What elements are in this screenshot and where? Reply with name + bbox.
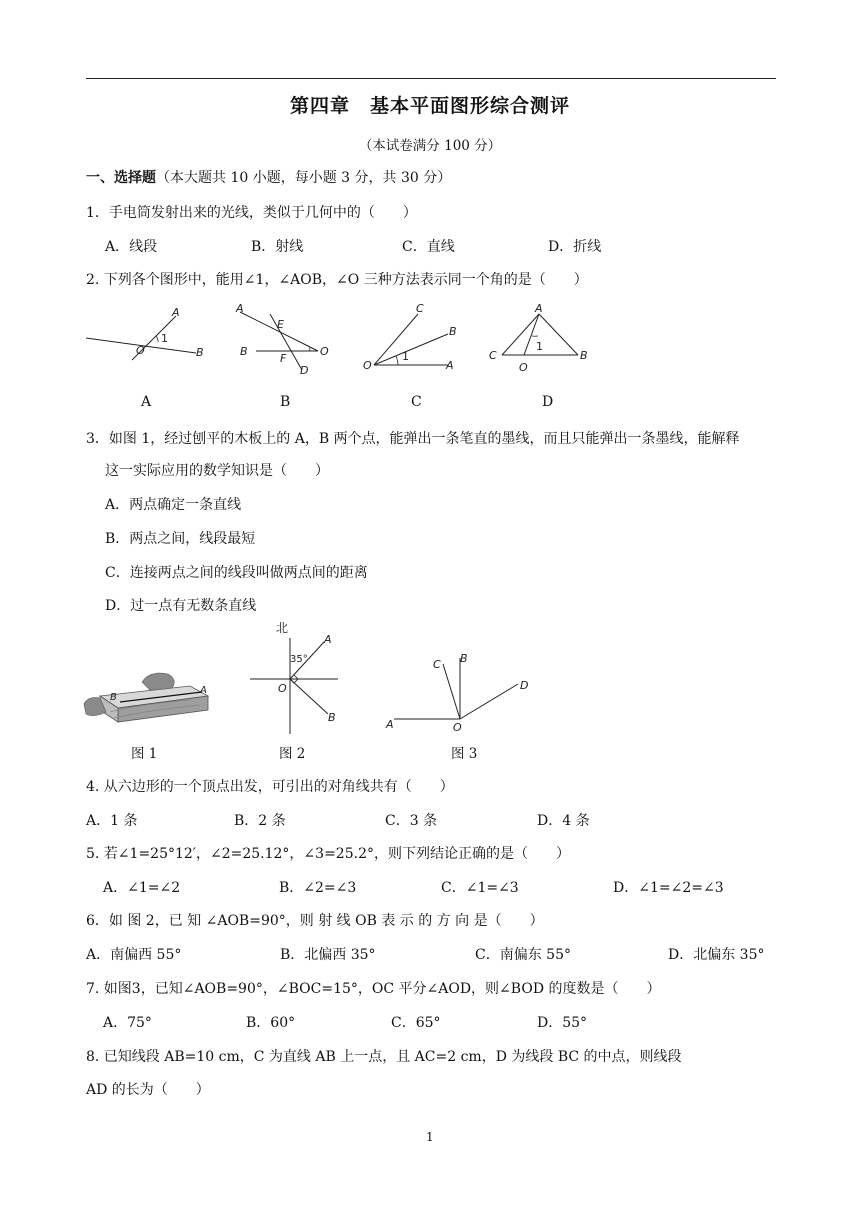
question-1-stem: 1．手电筒发射出来的光线，类似于几何中的（ ） [86, 205, 417, 221]
fig2-label-north: 北 [276, 621, 289, 635]
q4-option-d: D．4 条 [537, 813, 590, 829]
fig-b-label-b: B [240, 345, 248, 358]
q2-label-d: D [542, 394, 554, 410]
question-8-stem-line1: 8. 已知线段 AB=10 cm，C 为直线 AB 上一点，且 AC=2 cm，D 为线段 BC 的中点，则线段 [86, 1049, 682, 1065]
q4-option-b: B．2 条 [234, 813, 286, 829]
fig-a-label-o: O [136, 344, 145, 357]
fig-a-label-a: A [172, 306, 180, 319]
q5-option-d: D．∠1=∠2=∠3 [613, 880, 724, 896]
page-number: 1 [426, 1130, 434, 1144]
fig2-label-a: A [324, 633, 332, 646]
q4-option-c: C．3 条 [385, 813, 438, 829]
question-4-stem: 4. 从六边形的一个顶点出发，可引出的对角线共有（ ） [86, 779, 454, 795]
question-6-stem: 6．如 图 2，已 知 ∠AOB=90°，则 射 线 OB 表 示 的 方 向 是（ ） [86, 913, 544, 929]
q1-option-d: D．折线 [548, 239, 602, 255]
fig-c-label-1: 1 [402, 350, 409, 363]
question-2-stem: 2. 下列各个图形中，能用∠1，∠AOB，∠O 三种方法表示同一个角的是（ ） [86, 272, 588, 288]
fig-c-label-a: A [446, 359, 454, 372]
q5-option-a: A．∠1=∠2 [103, 880, 181, 896]
q2-figure-a [84, 302, 214, 372]
fig-c-label-c: C [416, 302, 424, 315]
q4-option-a: A．1 条 [86, 813, 138, 829]
figure-3-angles [380, 648, 540, 738]
section-heading [86, 167, 451, 187]
q6-option-a: A．南偏西 55° [86, 947, 182, 963]
fig-c-label-o: O [363, 359, 372, 372]
fig3-label-d: D [520, 679, 529, 692]
fig-c-label-b: B [449, 325, 457, 338]
fig-d-label-o: O [519, 361, 528, 374]
section-note: （本大题共 10 小题，每小题 3 分，共 30 分） [156, 170, 452, 186]
q6-option-d: D．北偏东 35° [668, 947, 765, 963]
fig3-label-b: B [460, 652, 468, 665]
fig-b-label-f: F [280, 352, 287, 365]
question-5-stem: 5. 若∠1=25°12′，∠2=25.12°，∠3=25.2°，则下列结论正确的是（ ） [86, 846, 570, 862]
q2-label-b: B [280, 394, 291, 410]
fig-b-label-d: D [300, 364, 309, 376]
section-title: 一、选择题 [86, 170, 156, 186]
q2-figure-c [360, 296, 470, 376]
fig-d-label-1: 1 [536, 340, 543, 353]
question-7-stem: 7. 如图3，已知∠AOB=90°，∠BOC=15°，OC 平分∠AOD，则∠BOD 的度数是（ ） [86, 981, 661, 997]
q5-option-b: B．∠2=∠3 [279, 880, 357, 896]
fig-b-label-e: E [277, 318, 284, 331]
fig-a-label-1: 1 [161, 332, 168, 345]
q6-option-b: B．北偏西 35° [280, 947, 376, 963]
fig-b-label-o: O [320, 345, 329, 358]
q1-option-c: C．直线 [402, 239, 455, 255]
q7-option-d: D．55° [537, 1015, 588, 1031]
q1-option-a: A．线段 [105, 239, 158, 255]
q3-option-a: A．两点确定一条直线 [105, 497, 242, 513]
figure-2-caption: 图 2 [279, 746, 306, 762]
fig-d-label-a: A [535, 302, 543, 315]
q2-figure-d [486, 300, 596, 376]
q7-option-b: B．60° [246, 1015, 296, 1031]
fig3-label-c: C [433, 658, 441, 671]
fig2-label-o: O [278, 682, 287, 695]
q6-option-c: C．南偏东 55° [475, 947, 571, 963]
q7-option-c: C．65° [391, 1015, 441, 1031]
fig1-label-a: A [200, 685, 207, 696]
fig3-label-a: A [386, 718, 394, 731]
q3-option-c: C．连接两点之间的线段叫做两点间的距离 [105, 565, 368, 581]
question-3-stem-line2: 这一实际应用的数学知识是（ ） [105, 463, 329, 479]
q3-option-b: B．两点之间，线段最短 [105, 531, 256, 547]
q2-label-c: C [411, 394, 422, 410]
q5-option-c: C．∠1=∠3 [441, 880, 519, 896]
page-subtitle: （本试卷满分 100 分） [358, 138, 502, 154]
question-3-stem-line1: 3．如图 1，经过刨平的木板上的 A，B 两个点，能弹出一条笔直的墨线，而且只能弹出一条墨线，能解释 [86, 431, 740, 447]
q7-option-a: A．75° [103, 1015, 152, 1031]
q2-figure-b [232, 300, 342, 376]
fig-b-label-a: A [236, 302, 244, 315]
fig-a-label-b: B [196, 346, 204, 359]
question-8-stem-line2: AD 的长为（ ） [86, 1082, 210, 1098]
top-rule [86, 78, 776, 79]
q1-option-b: B．射线 [251, 239, 304, 255]
q2-label-a: A [141, 394, 152, 410]
figure-1-caption: 图 1 [131, 746, 158, 762]
figure-1-plank [80, 660, 220, 730]
fig1-label-b: B [110, 692, 117, 703]
fig3-label-o: O [453, 721, 462, 734]
fig2-label-b: B [328, 711, 336, 724]
figure-3-caption: 图 3 [451, 746, 478, 762]
fig2-label-angle: 35° [290, 654, 308, 665]
fig-d-label-b: B [580, 349, 588, 362]
figure-2-directions [248, 618, 348, 738]
page-title: 第四章 基本平面图形综合测评 [289, 95, 570, 117]
fig-d-label-c: C [489, 349, 497, 362]
q3-option-d: D．过一点有无数条直线 [105, 598, 257, 614]
